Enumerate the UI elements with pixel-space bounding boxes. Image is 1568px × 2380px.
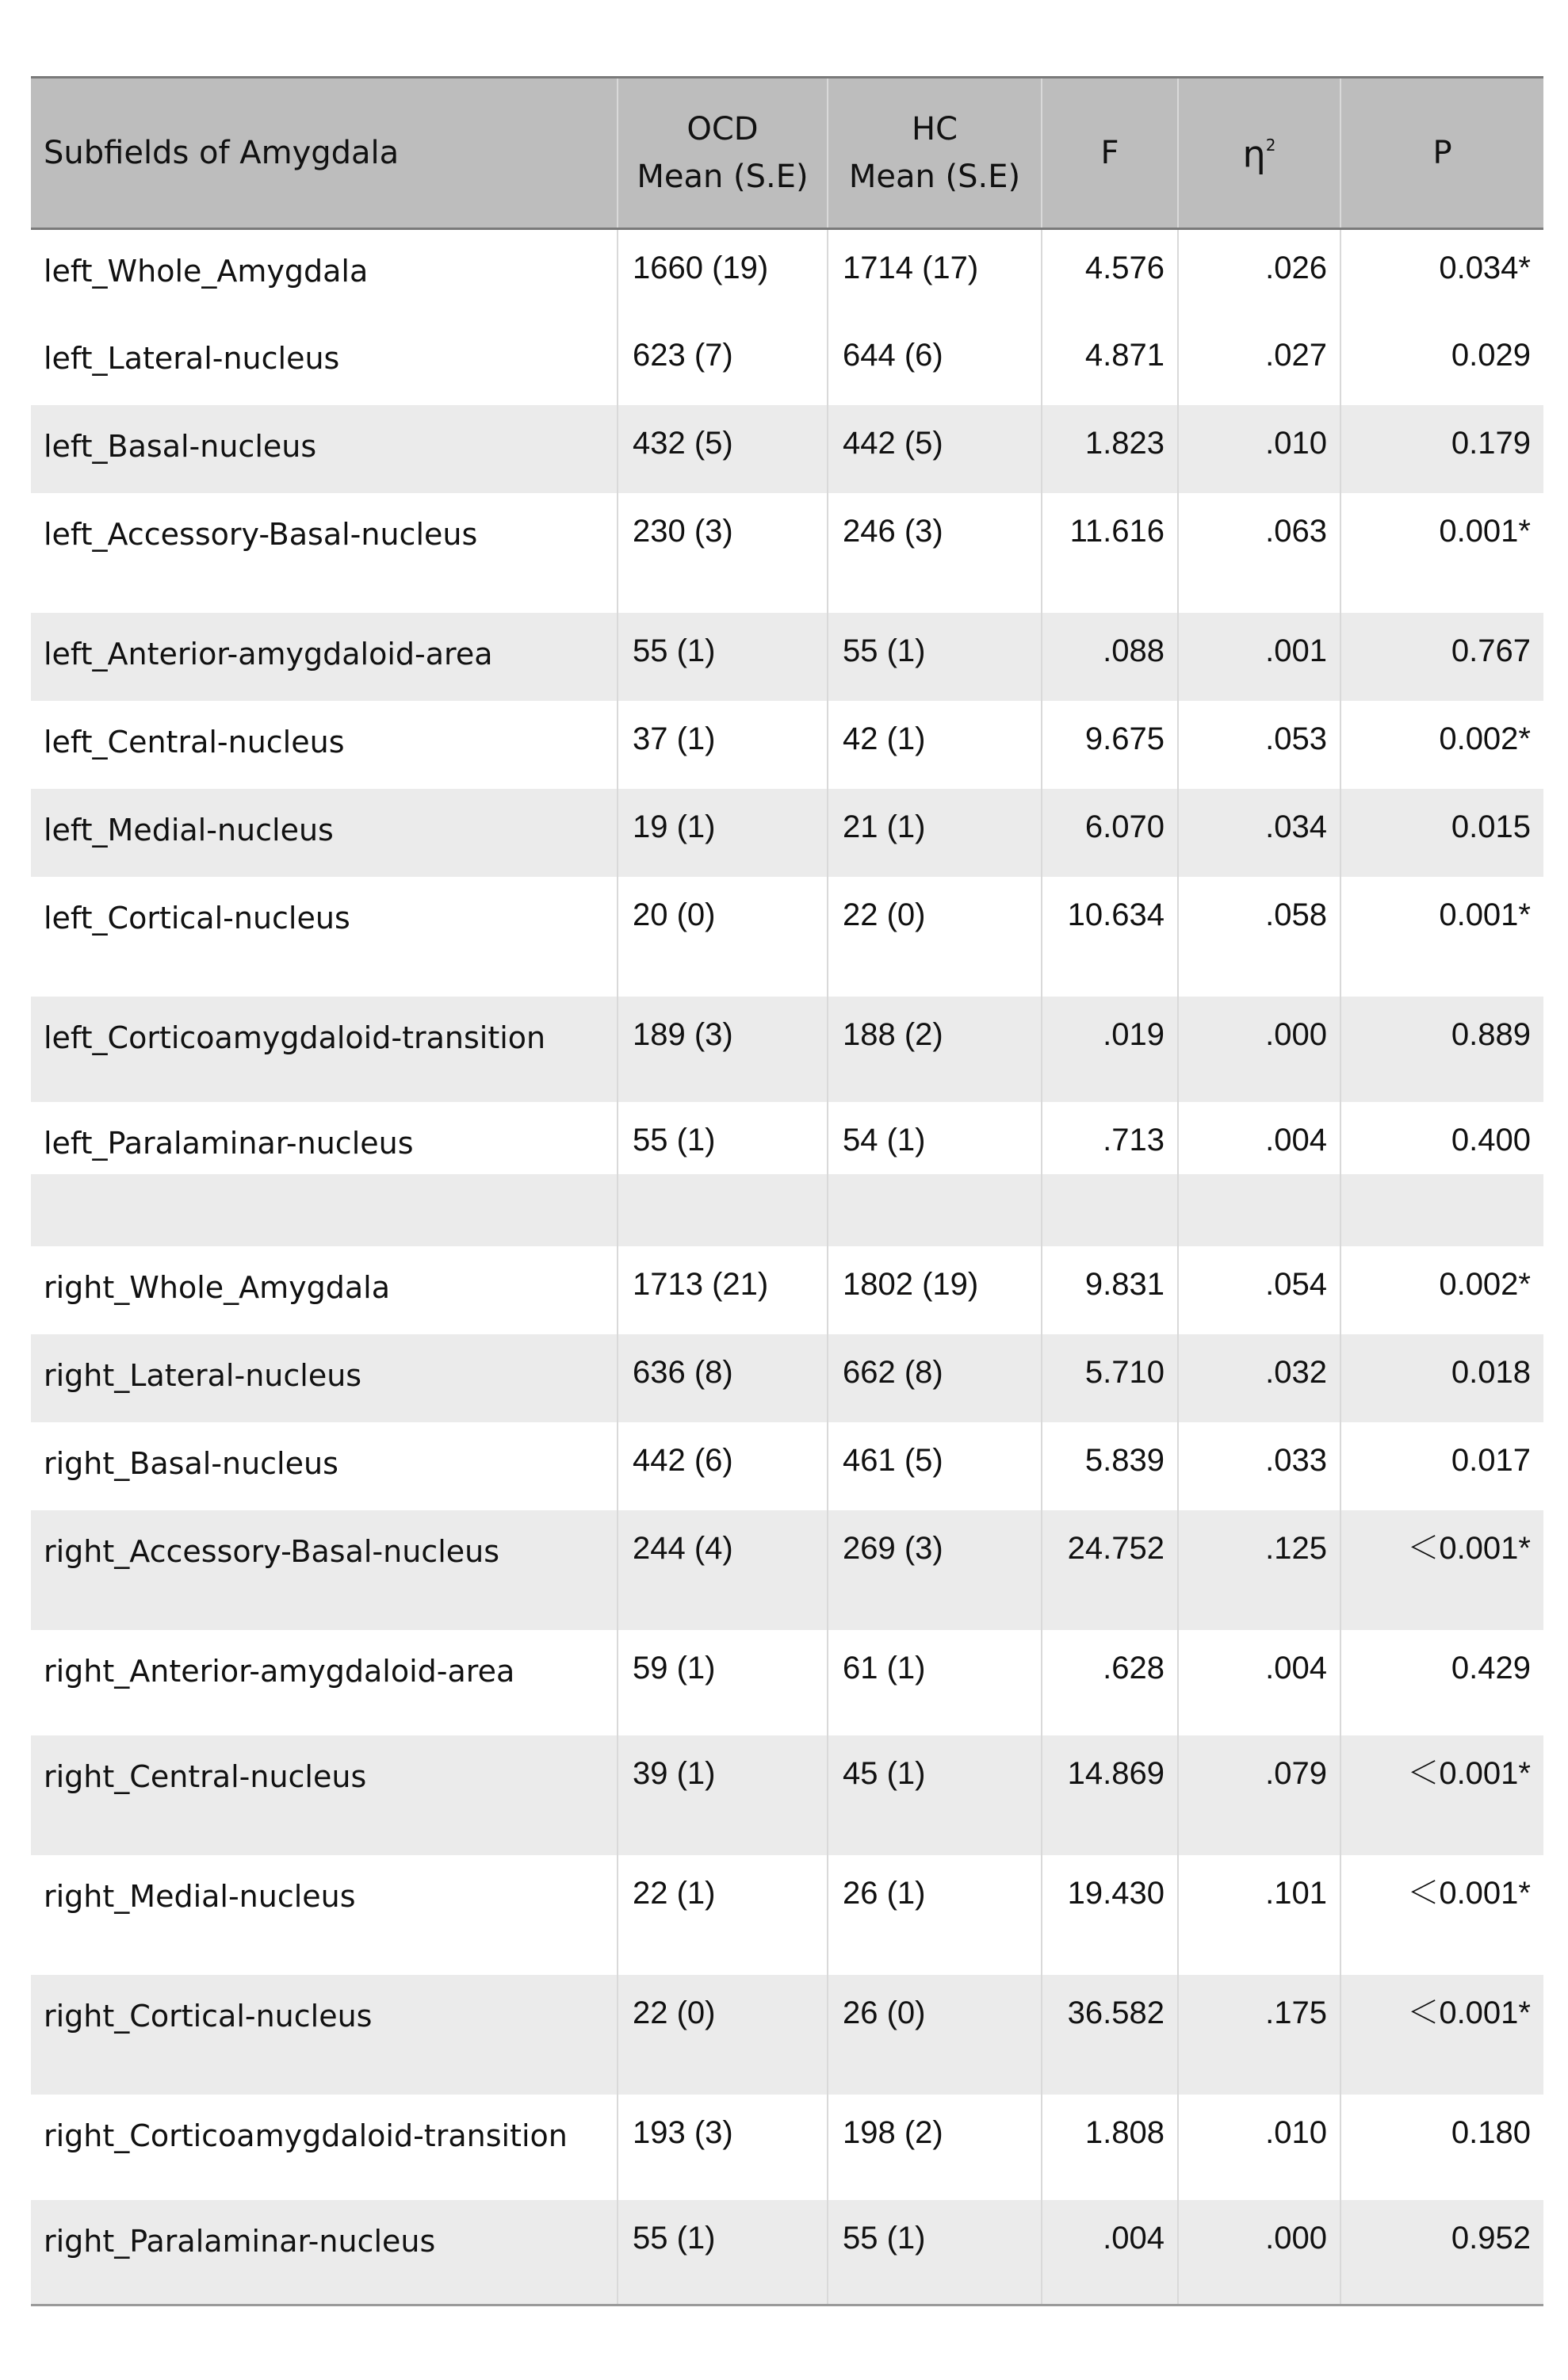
hc-mean: 461 (5) — [828, 1422, 1042, 1510]
subfield-name: right_Central-nucleus — [44, 1758, 367, 1794]
p-value: 0.018 — [1340, 1334, 1543, 1422]
ocd-mean: 55 (1) — [618, 2200, 828, 2305]
p-value: ＜0.001* — [1340, 1975, 1543, 2095]
subfield-name: right_Accessory-Basal-nucleus — [44, 1533, 500, 1569]
table-row — [31, 1630, 1543, 1735]
eta-squared-value: .053 — [1178, 701, 1340, 789]
subfield-name: left_Central-nucleus — [44, 724, 345, 760]
hc-mean: 21 (1) — [828, 789, 1042, 877]
p-value: 0.889 — [1340, 997, 1543, 1102]
hc-mean: 54 (1) — [828, 1102, 1042, 1174]
subfield-name: right_Corticoamygdaloid-transition — [44, 2118, 568, 2153]
hc-mean: 61 (1) — [828, 1630, 1042, 1735]
table-row — [31, 613, 1543, 701]
f-value: 19.430 — [1042, 1855, 1178, 1975]
p-value: 0.029 — [1340, 317, 1543, 405]
header-ocd-stat: Mean (S.E) — [637, 159, 809, 195]
table-header — [31, 78, 1543, 229]
subfield-name: left_Cortical-nucleus — [44, 900, 350, 936]
eta-squared-value: .063 — [1178, 493, 1340, 613]
eta-squared-value: .000 — [1178, 2200, 1340, 2305]
eta-squared-value — [1178, 1174, 1340, 1246]
subfield-name: right_Cortical-nucleus — [44, 1998, 373, 2034]
table-row — [31, 877, 1543, 997]
ocd-mean: 20 (0) — [618, 877, 828, 997]
f-value: 14.869 — [1042, 1735, 1178, 1855]
subfield-name: right_Basal-nucleus — [44, 1445, 338, 1481]
ocd-mean: 1660 (19) — [618, 229, 828, 317]
f-value: .019 — [1042, 997, 1178, 1102]
f-value: 5.710 — [1042, 1334, 1178, 1422]
table-row — [31, 1102, 1543, 1174]
hc-mean: 644 (6) — [828, 317, 1042, 405]
subfield-name: right_Whole_Amygdala — [44, 1269, 390, 1305]
f-value: .004 — [1042, 2200, 1178, 2305]
p-value: ＜0.001* — [1340, 1855, 1543, 1975]
subfield-name: right_Medial-nucleus — [44, 1878, 356, 1914]
f-value: .088 — [1042, 613, 1178, 701]
ocd-mean: 189 (3) — [618, 997, 828, 1102]
f-value: .628 — [1042, 1630, 1178, 1735]
hc-mean: 45 (1) — [828, 1735, 1042, 1855]
ocd-mean: 230 (3) — [618, 493, 828, 613]
ocd-mean: 55 (1) — [618, 613, 828, 701]
table-row — [31, 2200, 1543, 2305]
ocd-mean: 442 (6) — [618, 1422, 828, 1510]
f-value: 5.839 — [1042, 1422, 1178, 1510]
p-value: 0.180 — [1340, 2095, 1543, 2200]
subfield-name: right_Anterior-amygdaloid-area — [44, 1653, 515, 1689]
hc-mean: 269 (3) — [828, 1510, 1042, 1630]
p-value: 0.429 — [1340, 1630, 1543, 1735]
subfield-name: left_Whole_Amygdala — [44, 254, 369, 289]
table-row — [31, 405, 1543, 493]
hc-mean: 26 (0) — [828, 1975, 1042, 2095]
f-value: 1.808 — [1042, 2095, 1178, 2200]
eta-squared-value: .079 — [1178, 1735, 1340, 1855]
hc-mean: 188 (2) — [828, 997, 1042, 1102]
subfield-name: left_Accessory-Basal-nucleus — [44, 516, 478, 552]
p-value: 0.767 — [1340, 613, 1543, 701]
ocd-mean: 432 (5) — [618, 405, 828, 493]
table-row — [31, 1246, 1543, 1334]
p-value: 0.017 — [1340, 1422, 1543, 1510]
ocd-mean: 19 (1) — [618, 789, 828, 877]
hc-mean: 246 (3) — [828, 493, 1042, 613]
p-value: 0.001* — [1340, 877, 1543, 997]
eta-squared-value: .010 — [1178, 405, 1340, 493]
hc-mean: 198 (2) — [828, 2095, 1042, 2200]
hc-mean: 1802 (19) — [828, 1246, 1042, 1334]
header-subfield: Subfields of Amygdala — [31, 78, 618, 229]
header-hc-stat: Mean (S.E) — [848, 159, 1021, 195]
table-row — [31, 317, 1543, 405]
hc-mean: 42 (1) — [828, 701, 1042, 789]
header-hc — [828, 78, 1042, 229]
ocd-mean: 244 (4) — [618, 1510, 828, 1630]
table-row — [31, 1735, 1543, 1855]
p-value — [1340, 1174, 1543, 1246]
p-value: 0.179 — [1340, 405, 1543, 493]
ocd-mean: 37 (1) — [618, 701, 828, 789]
f-value: 9.675 — [1042, 701, 1178, 789]
subfield-name: left_Anterior-amygdaloid-area — [44, 636, 493, 672]
header-hc-group: HC — [911, 111, 958, 147]
table-row — [31, 1510, 1543, 1630]
hc-mean: 26 (1) — [828, 1855, 1042, 1975]
header-eta-squared — [1178, 78, 1340, 229]
ocd-mean: 39 (1) — [618, 1735, 828, 1855]
table-row — [31, 701, 1543, 789]
ocd-mean: 193 (3) — [618, 2095, 828, 2200]
table-body — [31, 229, 1543, 2305]
f-value: 4.576 — [1042, 229, 1178, 317]
ocd-mean: 22 (0) — [618, 1975, 828, 2095]
p-value: 0.034* — [1340, 229, 1543, 317]
subfield-name: left_Basal-nucleus — [44, 428, 317, 464]
eta-squared-value: .034 — [1178, 789, 1340, 877]
subfield-name: left_Lateral-nucleus — [44, 340, 340, 376]
f-value: 11.616 — [1042, 493, 1178, 613]
f-value: 24.752 — [1042, 1510, 1178, 1630]
header-row — [31, 78, 1543, 229]
header-ocd-group: OCD — [686, 111, 759, 147]
p-value: 0.015 — [1340, 789, 1543, 877]
eta-squared-value: .004 — [1178, 1630, 1340, 1735]
eta-squared-value: .001 — [1178, 613, 1340, 701]
table-row — [31, 229, 1543, 317]
f-value: 6.070 — [1042, 789, 1178, 877]
f-value: 36.582 — [1042, 1975, 1178, 2095]
ocd-mean: 59 (1) — [618, 1630, 828, 1735]
table-row — [31, 1334, 1543, 1422]
p-value: 0.001* — [1340, 493, 1543, 613]
ocd-mean: 55 (1) — [618, 1102, 828, 1174]
eta-squared-value: .101 — [1178, 1855, 1340, 1975]
header-p: P — [1340, 78, 1543, 229]
table-row — [31, 1855, 1543, 1975]
subfield-name: left_Medial-nucleus — [44, 812, 334, 848]
p-value: ＜0.001* — [1340, 1735, 1543, 1855]
table-row — [31, 493, 1543, 613]
ocd-mean: 623 (7) — [618, 317, 828, 405]
eta-squared-value: .010 — [1178, 2095, 1340, 2200]
hc-mean: 442 (5) — [828, 405, 1042, 493]
table-row — [31, 1975, 1543, 2095]
subfield-name: left_Corticoamygdaloid-transition — [44, 1020, 546, 1055]
f-value: .713 — [1042, 1102, 1178, 1174]
hc-mean: 55 (1) — [828, 613, 1042, 701]
hc-mean: 22 (0) — [828, 877, 1042, 997]
eta-squared-value: .125 — [1178, 1510, 1340, 1630]
eta-squared-value: .027 — [1178, 317, 1340, 405]
ocd-mean: 22 (1) — [618, 1855, 828, 1975]
hc-mean: 1714 (17) — [828, 229, 1042, 317]
p-value: 0.952 — [1340, 2200, 1543, 2305]
table-row — [31, 2095, 1543, 2200]
subfield-name: right_Paralaminar-nucleus — [31, 2200, 618, 2305]
subfield-name: right_Lateral-nucleus — [44, 1357, 362, 1393]
eta-squared-value: .058 — [1178, 877, 1340, 997]
header-f: F — [1042, 78, 1178, 229]
table-row — [31, 1422, 1543, 1510]
f-value: 1.823 — [1042, 405, 1178, 493]
ocd-mean: 1713 (21) — [618, 1246, 828, 1334]
p-value: 0.002* — [1340, 701, 1543, 789]
eta-squared-value: .033 — [1178, 1422, 1340, 1510]
header-ocd — [618, 78, 828, 229]
p-value: 0.002* — [1340, 1246, 1543, 1334]
p-value: 0.400 — [1340, 1102, 1543, 1174]
eta-symbol: η — [1242, 132, 1266, 176]
hc-mean: 55 (1) — [828, 2200, 1042, 2305]
ocd-mean: 636 (8) — [618, 1334, 828, 1422]
eta-squared-value: .054 — [1178, 1246, 1340, 1334]
eta-squared-value: .000 — [1178, 997, 1340, 1102]
table-row — [31, 997, 1543, 1102]
f-value: 9.831 — [1042, 1246, 1178, 1334]
eta-squared-value: .004 — [1178, 1102, 1340, 1174]
eta-superscript: 2 — [1265, 135, 1276, 155]
f-value — [1042, 1174, 1178, 1246]
hc-mean — [828, 1174, 1042, 1246]
subfield-name — [31, 1174, 618, 1246]
eta-squared-value: .175 — [1178, 1975, 1340, 2095]
p-value: ＜0.001* — [1340, 1510, 1543, 1630]
table-row — [31, 1174, 1543, 1246]
eta-squared-value: .032 — [1178, 1334, 1340, 1422]
f-value: 4.871 — [1042, 317, 1178, 405]
f-value: 10.634 — [1042, 877, 1178, 997]
ocd-mean — [618, 1174, 828, 1246]
hc-mean: 662 (8) — [828, 1334, 1042, 1422]
subfield-name: left_Paralaminar-nucleus — [44, 1125, 414, 1161]
table-row — [31, 789, 1543, 877]
amygdala-subfields-table — [31, 76, 1543, 2306]
eta-squared-value: .026 — [1178, 229, 1340, 317]
